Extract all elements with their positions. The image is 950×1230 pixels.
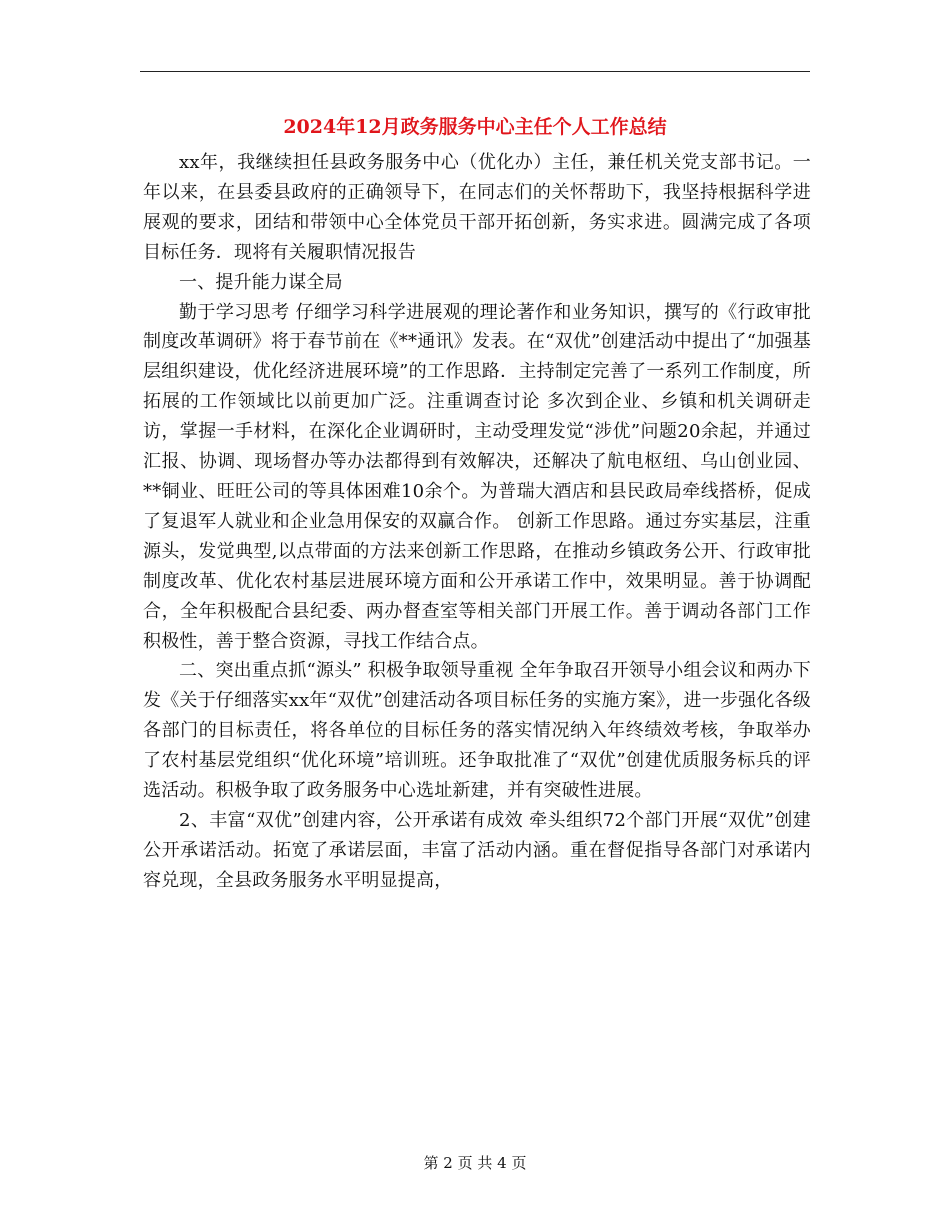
page-number-footer: 第 2 页 共 4 页 (423, 1154, 527, 1172)
paragraph-intro: xx年，我继续担任县政务服务中心（优化办）主任，兼任机关党支部书记。一年以来，在县委县政府的正确领导下，在同志们的关怀帮助下，我坚持根据科学进展观的要求，团结和带领中心全体党员干部开拓创新，务实求进。圆满完成了各项目标任务．现将有关履职情况报告 (143, 152, 811, 263)
paragraph-section-2: 二、突出重点抓“源头” 积极争取领导重视 全年争取召开领导小组会议和两办下发《关于仔细落实xx年“双优”创建活动各项目标任务的实施方案》，进一步强化各级各部门的目标责任，将各单位的目标任务的落实情况纳入年终绩效考核，争取举办了农村基层党组织“优化环境”培训班。还争取批准了“双优”创建优质服务标兵的评选活动。积极争取了政务服务中心选址新建，并有突破性进展。 (143, 660, 811, 802)
paragraph-section-1: 勤于学习思考 仔细学习科学进展观的理论著作和业务知识，撰写的《行政审批制度改革调研》将于春节前在《**通讯》发表。在“双优”创建活动中提出了“加强基层组织建设，优化经济进展环境”的工作思路．主持制定完善了一系列工作制度，所拓展的工作领域比以前更加广泛。注重调查讨论 多次到企业、乡镇和机关调研走访，掌握一手材料，在深化企业调研时，主动受理发觉“涉优”问题20余起，并通过汇报、协调、现场督办等办法都得到有效解决，还解决了航电枢纽、乌山创业园、**铜业、旺旺公司的等具体困难10余个。为普瑞大酒店和县民政局牵线搭桥，促成了复退军人就业和企业急用保安的双赢合作。 创新工作思路。通过夯实基层，注重源头，发觉典型,以点带面的方法来创新工作思路，在推动乡镇政务公开、行政审批制度改革、优化农村基层进展环境方面和公开承诺工作中，效果明显。善于协调配合，全年积极配合县纪委、两办督查室等相关部门开展工作。善于调动各部门工作积极性，善于整合资源，寻找工作结合点。 (143, 301, 811, 652)
paragraph-item-2: 2、丰富“双优”创建内容，公开承诺有成效 牵头组织72个部门开展“双优”创建公开承诺活动。拓宽了承诺层面，丰富了活动内涵。重在督促指导各部门对承诺内容兑现，全县政务服务水平明显提高， (143, 809, 811, 891)
document-body (143, 148, 811, 896)
document-title: 2024年12月政务服务中心主任个人工作总结 (283, 116, 667, 138)
header-rule (140, 71, 810, 72)
section-heading-1: 一、提升能力谋全局 (179, 271, 343, 293)
